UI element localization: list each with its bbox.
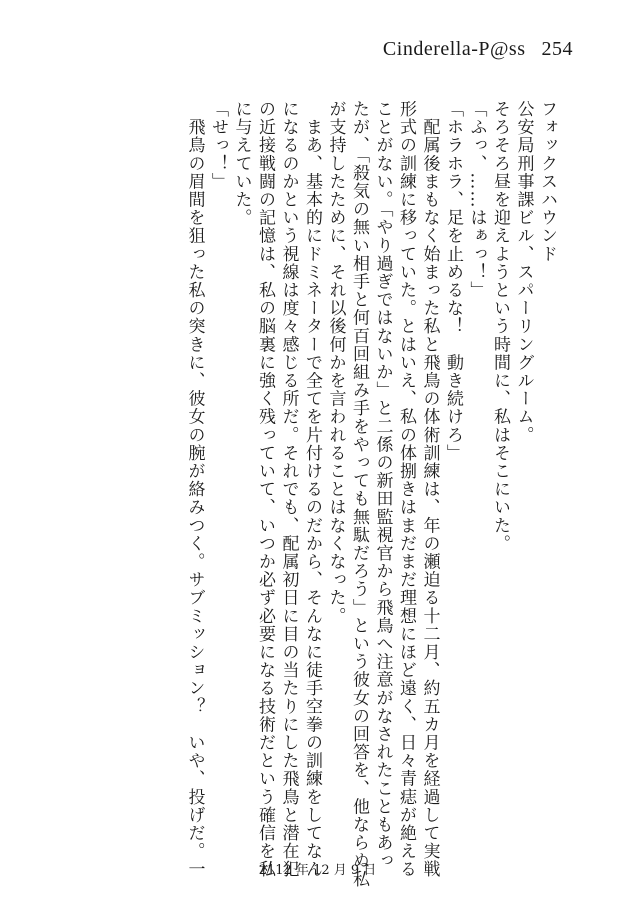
text-line: 「ホラホラ、足を止めるな！ 動き続けろ」 bbox=[443, 100, 463, 462]
text-line: 配属後まもなく始まった私と飛鳥の体術訓練は、年の瀬迫る十二月、約五カ月を経過して実戦 bbox=[419, 100, 440, 879]
text-line: 公安局刑事課ビル、スパーリングルーム。 bbox=[513, 100, 534, 444]
text-line: まあ、基本的にドミネーターで全てを片付けるのだから、そんなに徒手空拳の訓練をしてなん bbox=[302, 100, 322, 879]
text-line: になるのかという視線は度々感じる所だ。それでも、配属初日に目の当たりにした飛鳥と潜在犯 bbox=[278, 100, 299, 879]
text-line: に与えていた。 bbox=[231, 100, 252, 227]
footer-date: 2112 年 12 月 9 日 bbox=[258, 863, 377, 878]
text-line: 「ふっ、……はぁっ！」 bbox=[466, 100, 487, 300]
text-line: ことがない。「やり過ぎではないか」と二係の新田監視官から飛鳥へ注意がなされたこともあっ bbox=[372, 100, 393, 870]
running-header bbox=[383, 38, 573, 61]
text-line: そろそろ昼を迎えようという時間に、私はそこにいた。 bbox=[490, 100, 510, 553]
text-line: 形式の訓練に移っていた。とはいえ、私の体捌きはまだまだ理想にほど遠く、日々青痣が絶える bbox=[396, 100, 416, 879]
text-line: 「せっ！」 bbox=[208, 100, 228, 191]
text-line: 飛鳥の眉間を狙った私の突きに、彼女の腕が絡みつく。サブミッション？ いや、投げだ。一 bbox=[184, 100, 205, 879]
section-title: フォックスハウンド bbox=[537, 100, 557, 263]
text-line: の近接戦闘の記憶は、私の脳裏に強く残っていて、いつか必ず必要になる技術だという確信を私 bbox=[255, 100, 275, 879]
book-title: Cinderella‑P@ss bbox=[382, 38, 526, 60]
text-line: たが、「殺気の無い相手と何百回組み手をやっても無駄だろう」という彼女の回答を、他ならぬ私 bbox=[349, 100, 369, 888]
text-line: が支持したために、それ以後何かを言われることはなくなった。 bbox=[325, 100, 346, 625]
page-number: 254 bbox=[541, 38, 573, 60]
